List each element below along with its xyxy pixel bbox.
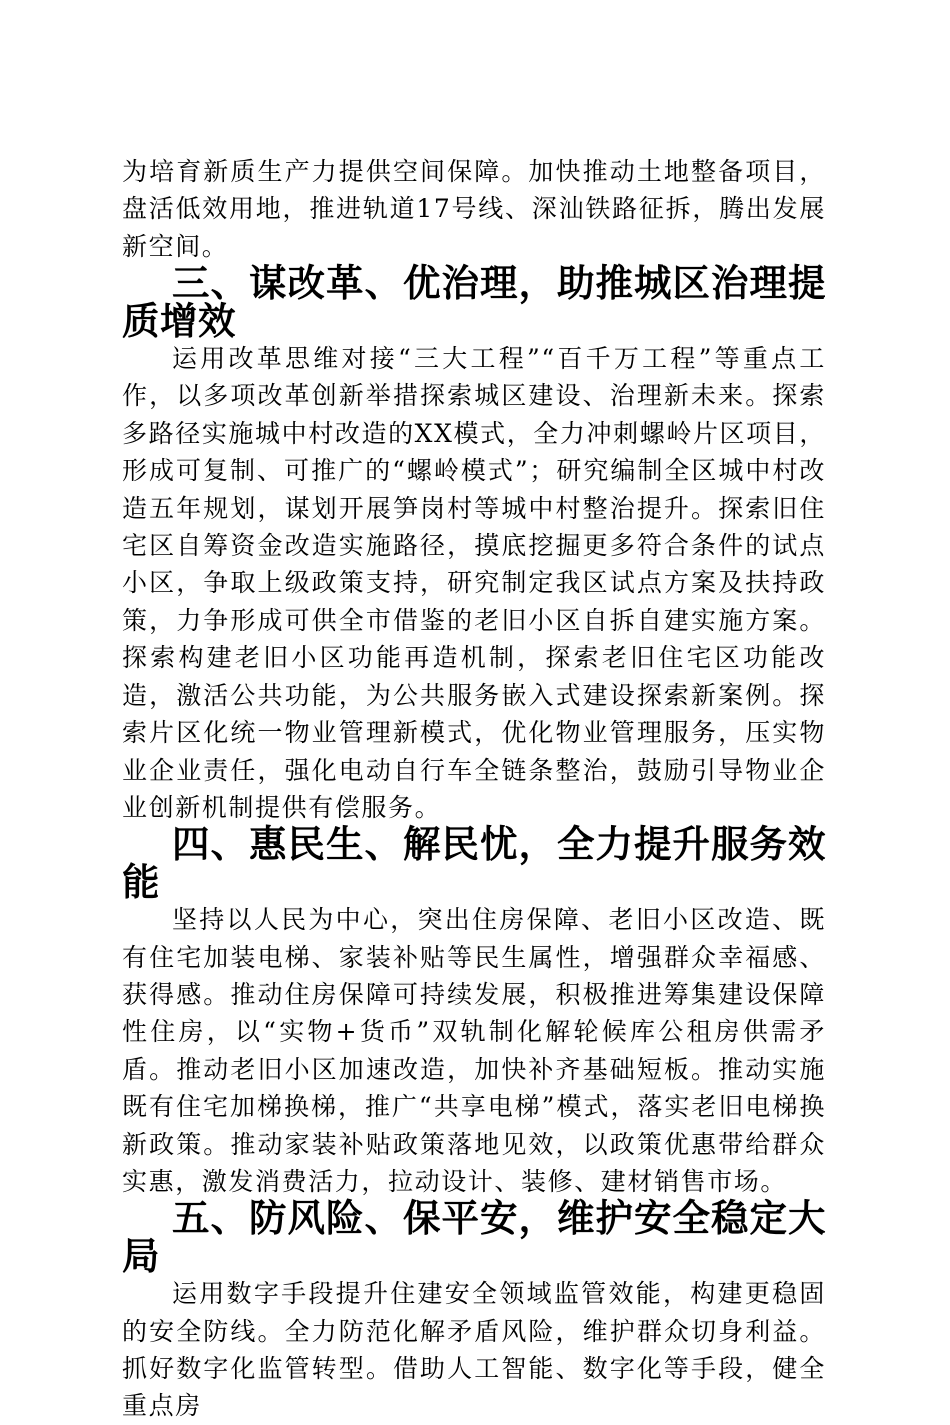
section-heading-4: 四、惠民生、解民忧，全力提升服务效能: [122, 822, 826, 904]
paragraph-section-5: 运用数字手段提升住建安全领域监管效能，构建更稳固的安全防线。全力防范化解矛盾风险，维护群众切身利益。抓好数字化监管转型。借助人工智能、数字化等手段，健全重点房: [122, 1279, 826, 1421]
paragraph-section-4: 坚持以人民为中心，突出住房保障、老旧小区改造、既有住宅加装电梯、家装补贴等民生属性，增强群众幸福感、获得感。推动住房保障可持续发展，积极推进筹集建设保障性住房，以“实物+货币”双轨制化解轮候库公租房供需矛盾。推动老旧小区加速改造，加快补齐基础短板。推动实施既有住宅加梯换梯，推广“共享电梯”模式，落实老旧电梯换新政策。推动家装补贴政策落地见效，以政策优惠带给群众实惠，激发消费活力，拉动设计、装修、建材销售市场。: [122, 905, 826, 1196]
paragraph-section-3: 运用改革思维对接“三大工程”“百千万工程”等重点工作，以多项改革创新举措探索城区建设、治理新未来。探索多路径实施城中村改造的XX模式，全力冲刺螺岭片区项目，形成可复制、可推广的“螺岭模式”；研究编制全区城中村改造五年规划，谋划开展笋岗村等城中村整治提升。探索旧住宅区自筹资金改造实施路径，摸底挖掘更多符合条件的试点小区，争取上级政策支持，研究制定我区试点方案及扶持政策，力争形成可供全市借鉴的老旧小区自拆自建实施方案。探索构建老旧小区功能再造机制，探索老旧住宅区功能改造，激活公共功能，为公共服务嵌入式建设探索新案例。探索片区化统一物业管理新模式，优化物业管理服务，压实物业企业责任，强化电动自行车全链条整治，鼓励引导物业企业创新机制提供有偿服务。: [122, 344, 826, 822]
section-heading-5: 五、防风险、保平安，维护安全稳定大局: [122, 1196, 826, 1278]
document-body: [122, 153, 826, 1425]
paragraph-continuation: 为培育新质生产力提供空间保障。加快推动土地整备项目，盘活低效用地，推进轨道17号线、深汕铁路征拆，腾出发展新空间。: [122, 157, 826, 261]
section-heading-3: 三、谋改革、优治理，助推城区治理提质增效: [122, 261, 826, 343]
